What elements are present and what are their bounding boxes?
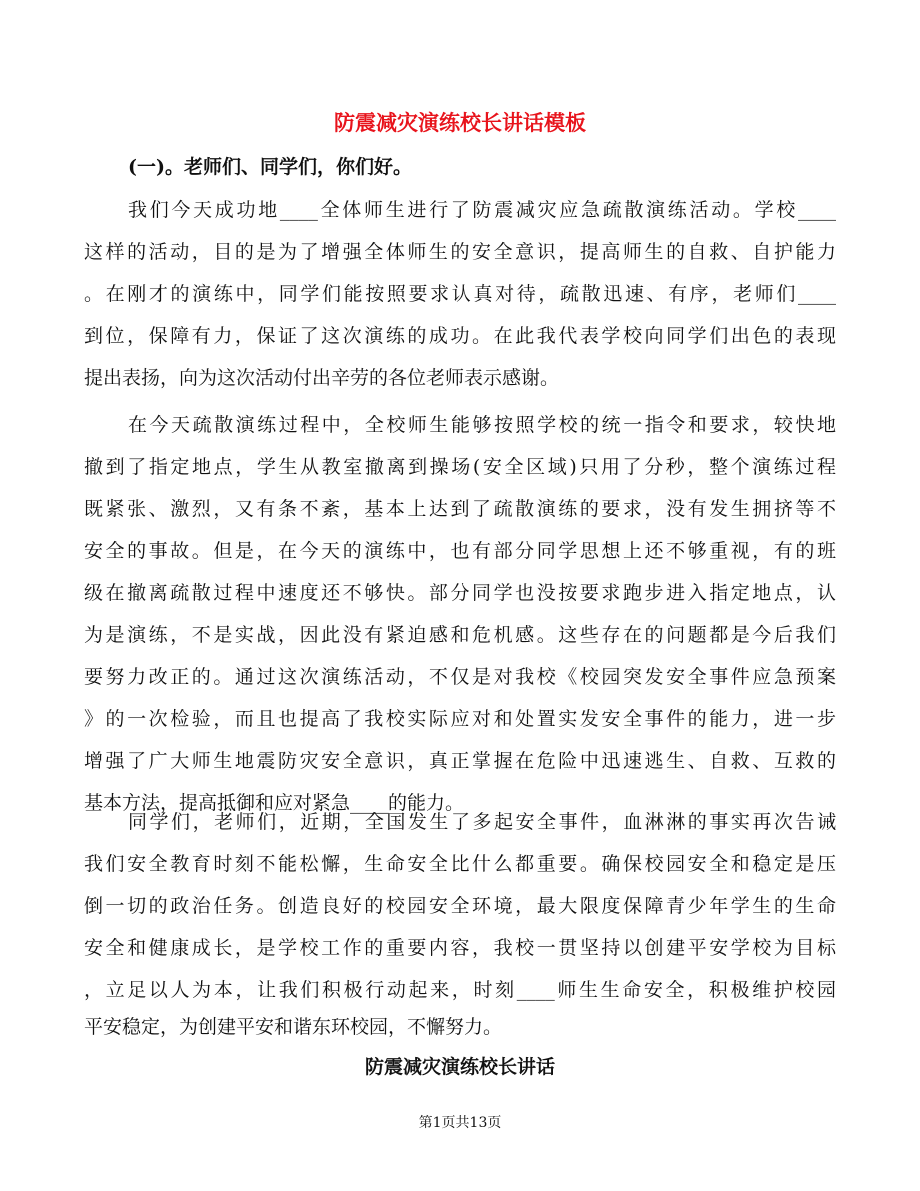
paragraph-2-line-1: 在今天疏散演练过程中，全校师生能够按照学校的统一指令和要求，较快地 bbox=[128, 414, 836, 436]
paragraph-2-line-6: 为是演练，不是实战，因此没有紧迫感和危机感。这些存在的问题都是今后我们 bbox=[84, 624, 836, 646]
paragraph-1-line-5: 提出表扬，向为这次活动付出辛劳的各位老师表示感谢。 bbox=[84, 367, 560, 389]
section-heading: (一)。老师们、同学们，你们好。 bbox=[128, 156, 412, 178]
paragraph-1-line-4: 到位，保障有力，保证了这次演练的成功。在此我代表学校向同学们出色的表现 bbox=[84, 325, 836, 347]
paragraph-1-line-1: 我们今天成功地____全体师生进行了防震减灾应急疏散演练活动。学校____ bbox=[128, 199, 836, 221]
paragraph-3-line-6: 平安稳定，为创建平安和谐东环校园，不懈努力。 bbox=[84, 1016, 503, 1038]
paragraph-3-line-2: 我们安全教育时刻不能松懈，生命安全比什么都重要。确保校园安全和稳定是压 bbox=[84, 853, 836, 875]
document-title: 防震减灾演练校长讲话模板 bbox=[334, 110, 586, 135]
page-footer: 第1页共13页 bbox=[418, 1115, 502, 1131]
paragraph-2-line-3: 既紧张、激烈，又有条不紊，基本上达到了疏散演练的要求，没有发生拥挤等不 bbox=[84, 498, 836, 520]
paragraph-2-line-4: 安全的事故。但是，在今天的演练中，也有部分同学思想上还不够重视，有的班 bbox=[84, 540, 836, 562]
paragraph-2-line-5: 级在撤离疏散过程中速度还不够快。部分同学也没按要求跑步进入指定地点，认 bbox=[84, 582, 836, 604]
paragraph-1-line-2: 这样的活动，目的是为了增强全体师生的安全意识，提高师生的自救、自护能力 bbox=[84, 241, 836, 263]
paragraph-3-line-4: 安全和健康成长，是学校工作的重要内容，我校一贯坚持以创建平安学校为目标 bbox=[84, 937, 836, 959]
paragraph-2-line-7: 要努力改正的。通过这次演练活动，不仅是对我校《校园突发安全事件应急预案 bbox=[84, 666, 836, 688]
paragraph-2-line-10: 基本方法，提高抵御和应对紧急____的能力。 bbox=[84, 792, 465, 814]
paragraph-2-line-8: 》的一次检验，而且也提高了我校实际应对和处置实发安全事件的能力，进一步 bbox=[84, 708, 836, 730]
section-subtitle: 防震减灾演练校长讲话 bbox=[364, 1056, 555, 1078]
paragraph-2-line-2: 撤到了指定地点，学生从教室撤离到操场(安全区域)只用了分秒，整个演练过程 bbox=[84, 456, 836, 478]
paragraph-3-line-5: ，立足以人为本，让我们积极行动起来，时刻____师生生命安全，积极维护校园 bbox=[84, 979, 836, 1001]
paragraph-3-line-3: 倒一切的政治任务。创造良好的校园安全环境，最大限度保障青少年学生的生命 bbox=[84, 895, 836, 917]
paragraph-3-line-1: 同学们，老师们，近期，全国发生了多起安全事件，血淋淋的事实再次告诫 bbox=[128, 811, 836, 833]
paragraph-2-line-9: 增强了广大师生地震防灾安全意识，真正掌握在危险中迅速逃生、自救、互救的 bbox=[84, 750, 836, 772]
paragraph-1-line-3: 。在刚才的演练中，同学们能按照要求认真对待，疏散迅速、有序，老师们____ bbox=[84, 283, 836, 305]
